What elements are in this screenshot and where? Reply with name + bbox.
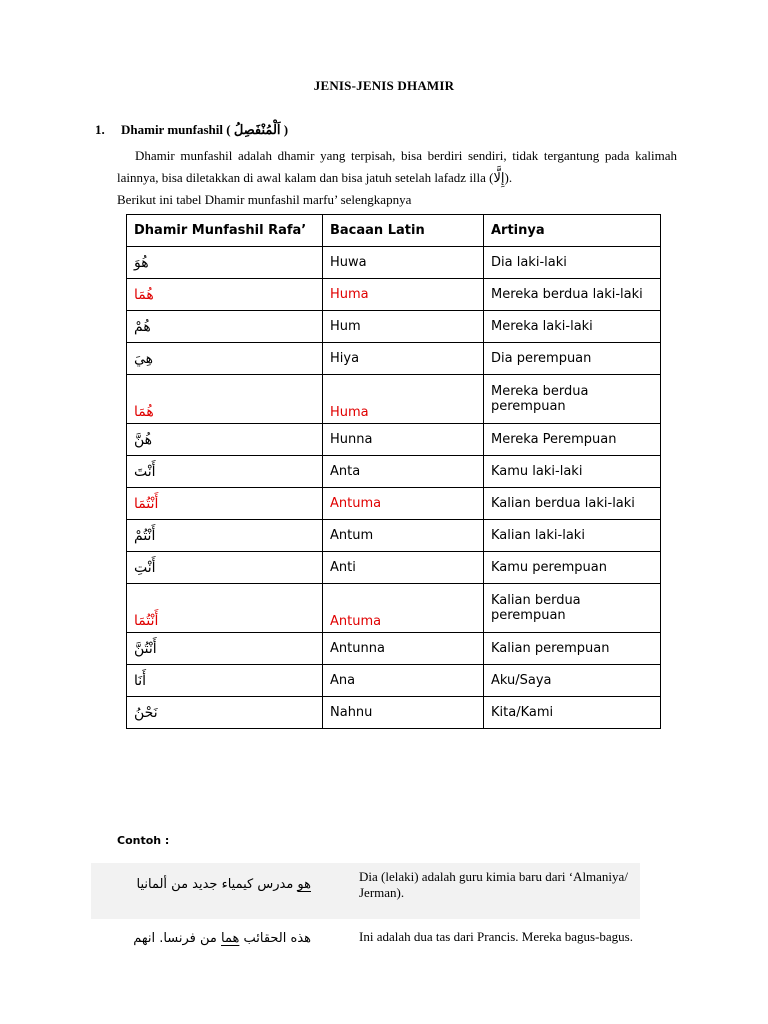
meaning-cell: Dia perempuan (484, 343, 661, 375)
header-dhamir: Dhamir Munfashil Rafa’ (127, 215, 323, 247)
dhamir-cell: هُنَّ (127, 424, 323, 456)
dhamir-cell: هُمْ (127, 311, 323, 343)
meaning-cell: Mereka Perempuan (484, 424, 661, 456)
example-translation: Dia (lelaki) adalah guru kimia baru dari ‘Almaniya/ Jerman). (351, 863, 640, 919)
example-pronoun: هو (297, 877, 311, 892)
table-row (127, 633, 661, 665)
document-title: JENIS-JENIS DHAMIR (313, 78, 455, 93)
intro-text: Dhamir munfashil adalah dhamir yang terpisah, bisa berdiri sendiri, tidak tergantung pada kalimah lainnya, bisa diletakkan di awal kalam dan bisa jatuh setelah lafadz illa (إِلَّا). (117, 148, 677, 185)
table-row (127, 665, 661, 697)
latin-cell: Antunna (323, 633, 484, 665)
table-header-row (127, 215, 661, 247)
latin-cell: Hunna (323, 424, 484, 456)
header-latin: Bacaan Latin (323, 215, 484, 247)
dhamir-cell: أَنْتِ (127, 552, 323, 584)
latin-cell: Antum (323, 520, 484, 552)
example-table (91, 863, 640, 973)
section-heading-text: Dhamir munfashil ( اَلْمُنْفَصِلُ ) (121, 122, 289, 137)
table-row (127, 456, 661, 488)
meaning-cell: Mereka berdua perempuan (484, 375, 661, 424)
example-row (91, 919, 640, 973)
latin-cell: Hiya (323, 343, 484, 375)
meaning-cell: Kalian berdua perempuan (484, 584, 661, 633)
latin-cell: Huma (323, 279, 484, 311)
example-arabic (91, 919, 351, 973)
example-arabic (91, 863, 351, 919)
latin-cell: Huma (323, 375, 484, 424)
example-arabic-rest: من فرنسا. انهم (133, 931, 222, 946)
example-pronoun: هما (221, 931, 240, 946)
example-arabic-prefix: هذه الحقائب (239, 931, 311, 946)
latin-cell: Nahnu (323, 697, 484, 729)
dhamir-cell: نَحْنُ (127, 697, 323, 729)
table-row (127, 520, 661, 552)
table-row (127, 279, 661, 311)
table-row (127, 697, 661, 729)
latin-cell: Anta (323, 456, 484, 488)
latin-cell: Antuma (323, 488, 484, 520)
meaning-cell: Kamu perempuan (484, 552, 661, 584)
section-number: 1. (95, 122, 105, 137)
dhamir-cell: أَنَا (127, 665, 323, 697)
example-row (91, 863, 640, 919)
dhamir-cell: أَنْتَ (127, 456, 323, 488)
intro-paragraph (117, 145, 677, 211)
table-row (127, 311, 661, 343)
meaning-cell: Mereka laki-laki (484, 311, 661, 343)
latin-cell: Huwa (323, 247, 484, 279)
dhamir-cell: أَنْتُمْ (127, 520, 323, 552)
section-heading (95, 122, 288, 138)
example-translation: Ini adalah dua tas dari Prancis. Mereka bagus-bagus. (359, 929, 633, 944)
latin-cell: Hum (323, 311, 484, 343)
dhamir-cell: أَنْتُنَّ (127, 633, 323, 665)
table-row (127, 247, 661, 279)
table-row (127, 424, 661, 456)
example-arabic-rest: مدرس كيمياء جديد من ألمانيا (136, 877, 298, 892)
latin-cell: Anti (323, 552, 484, 584)
latin-cell: Ana (323, 665, 484, 697)
table-row (127, 375, 661, 424)
meaning-cell: Mereka berdua laki-laki (484, 279, 661, 311)
meaning-cell: Kita/Kami (484, 697, 661, 729)
dhamir-cell: هِيَ (127, 343, 323, 375)
table-row (127, 552, 661, 584)
meaning-cell: Aku/Saya (484, 665, 661, 697)
meaning-cell: Kamu laki-laki (484, 456, 661, 488)
dhamir-cell: هُوَ (127, 247, 323, 279)
latin-cell: Antuma (323, 584, 484, 633)
meaning-cell: Kalian laki-laki (484, 520, 661, 552)
table-row (127, 343, 661, 375)
dhamir-table (126, 214, 661, 729)
meaning-cell: Kalian perempuan (484, 633, 661, 665)
intro-text-table-lead: Berikut ini tabel Dhamir munfashil marfu’ selengkapnya (117, 192, 412, 207)
table-row (127, 584, 661, 633)
header-meaning: Artinya (484, 215, 661, 247)
dhamir-cell: هُمَا (127, 375, 323, 424)
meaning-cell: Dia laki-laki (484, 247, 661, 279)
dhamir-cell: أَنْتُمَا (127, 584, 323, 633)
dhamir-cell: هُمَا (127, 279, 323, 311)
dhamir-table-body (127, 247, 661, 729)
contoh-label: Contoh : (117, 834, 170, 847)
meaning-cell: Kalian berdua laki-laki (484, 488, 661, 520)
table-row (127, 488, 661, 520)
dhamir-cell: أَنْتُمَا (127, 488, 323, 520)
